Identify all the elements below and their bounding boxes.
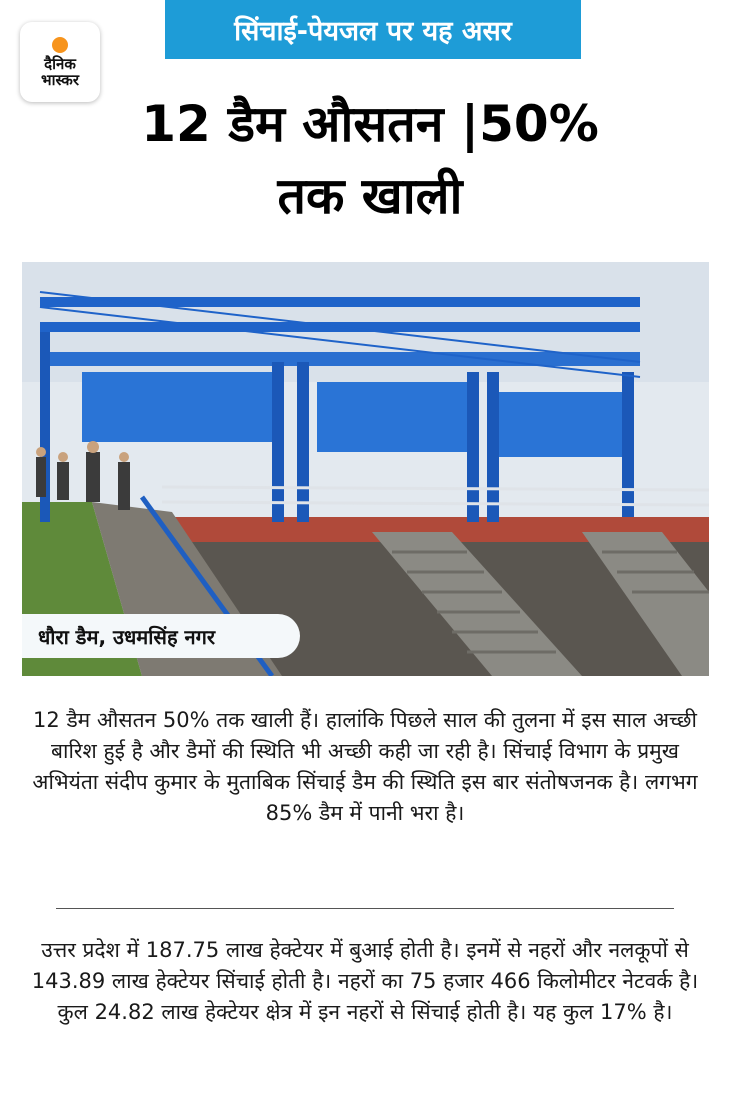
headline [60,88,680,232]
logo-line-2: भास्कर [41,70,79,89]
section-banner: सिंचाई-पेयजल पर यह असर [165,0,581,59]
photo-caption: धौरा डैम, उधमसिंह नगर [22,614,300,658]
body-paragraph-1: 12 डैम औसतन 50% तक खाली हैं। हालांकि पिछले साल की तुलना में इस साल अच्छी बारिश हुई है और डैमों की स्थिति भी अच्छी कही जा रही है। सिंचाई विभाग के प्रमुख अभियंता संदीप कुमार के मुताबिक सिंचाई डैम की स्थिति इस बार संतोषजनक है। लगभग 85% डैम में पानी भरा है। [32,708,698,825]
body-paragraph-2: उत्तर प्रदेश में 187.75 लाख हेक्टेयर में बुआई होती है। इनमें से नहरों और नलकूपों से 143.89 लाख हेक्टेयर सिंचाई होती है। नहरों का 75 हजार 466 किलोमीटर नेटवर्क है। कुल 24.82 लाख हेक्टेयर क्षेत्र में इन नहरों से सिंचाई होती है। यह कुल 17% है। [31,938,699,1024]
headline-line-2: तक खाली [277,167,463,225]
divider [56,908,674,909]
sun-dot-icon [52,37,68,53]
logo-line-1: दैनिक [44,54,76,73]
headline-line-1: 12 डैम औसतन |50% [141,95,599,153]
